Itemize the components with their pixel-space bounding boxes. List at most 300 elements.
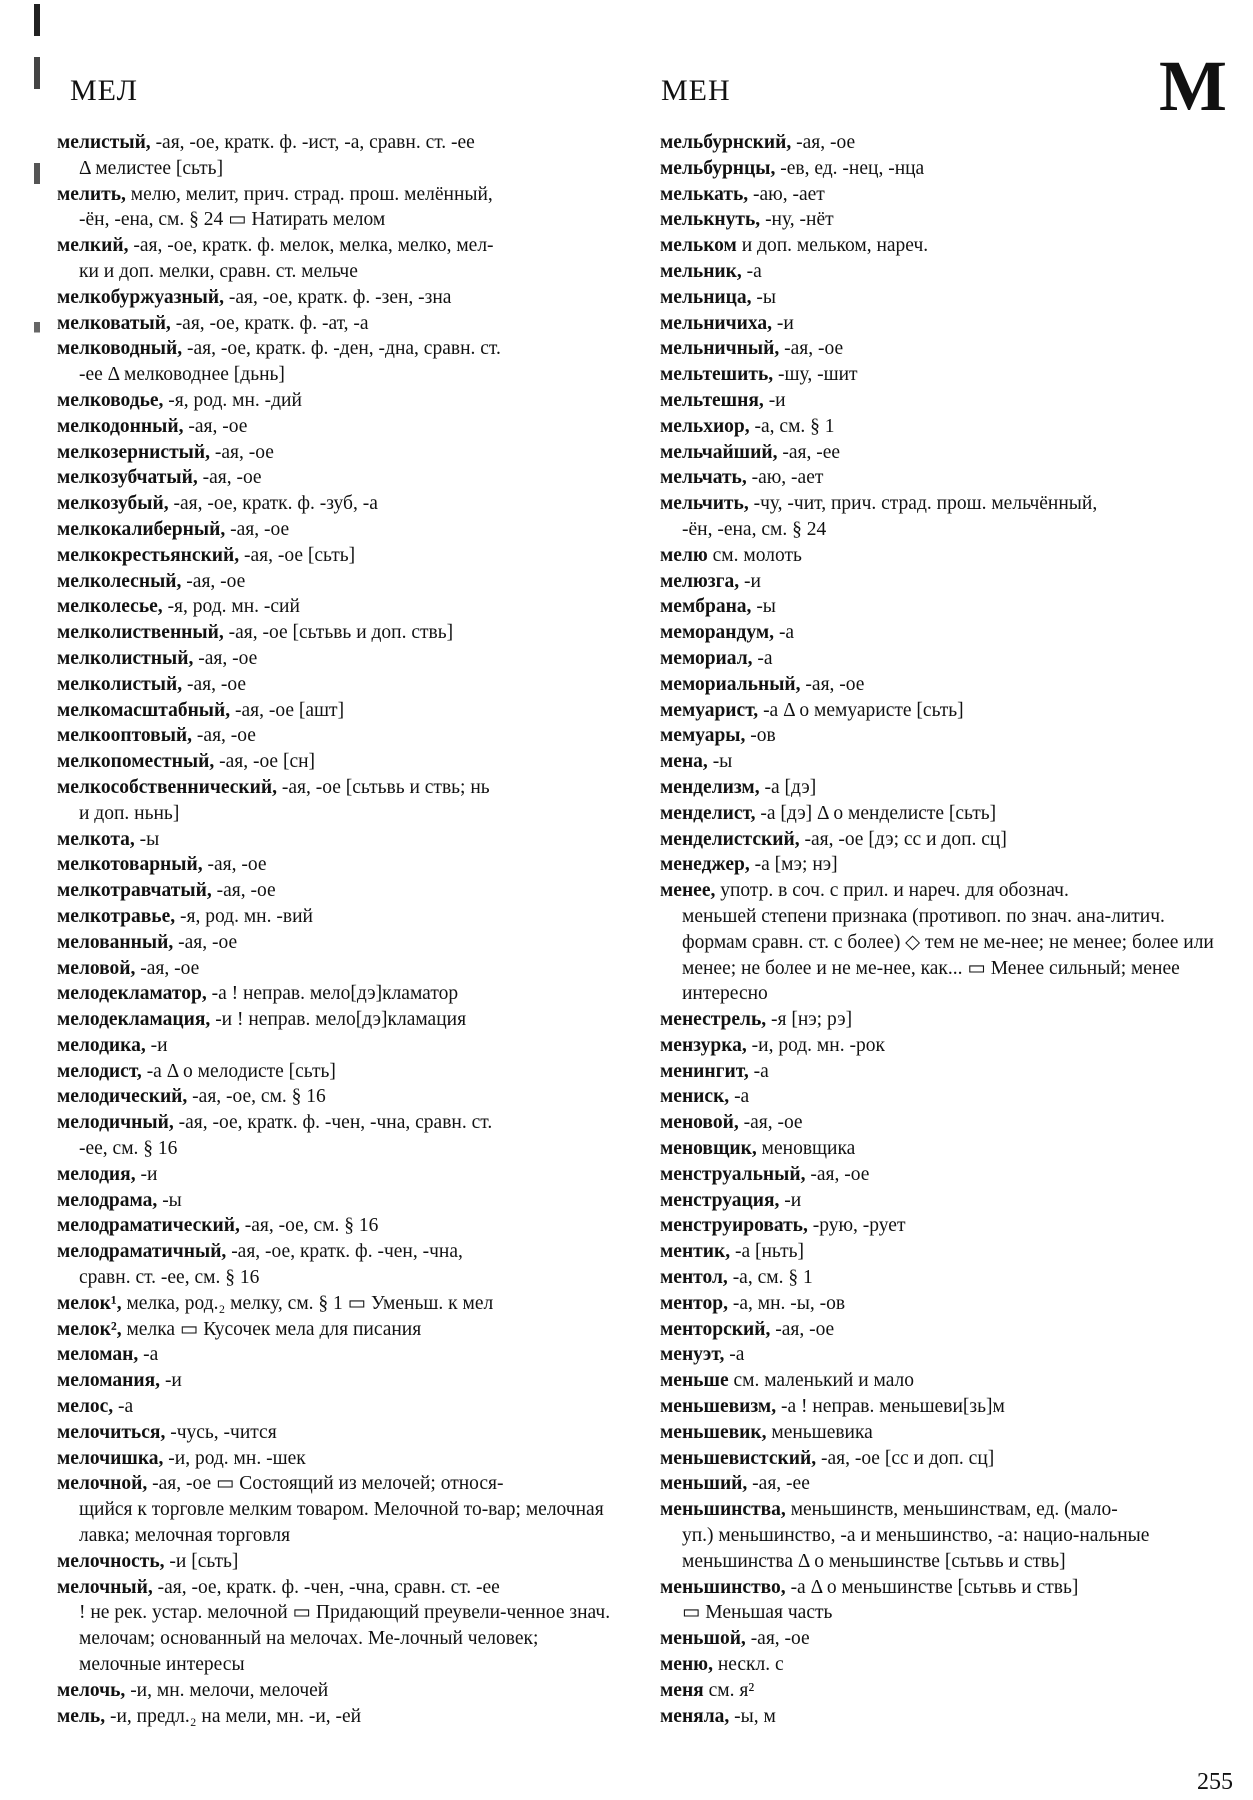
dictionary-entry — [57, 336, 613, 388]
headword: мелить, — [57, 183, 126, 205]
entry-text: -ы — [751, 286, 777, 308]
entry-continuation: Δ мелистее [сьть] — [79, 157, 224, 179]
entry-text: -а Δ о мелодисте [сьть] — [141, 1060, 336, 1082]
entry-text: -ая, -ое, кратк. ф. -зен, -зна — [224, 286, 452, 308]
headword: мелочный, — [57, 1576, 153, 1598]
dictionary-entry — [660, 259, 1232, 285]
dictionary-entry — [660, 1394, 1232, 1420]
entry-text: -и — [160, 1370, 182, 1392]
dictionary-entry — [57, 1704, 613, 1730]
entry-text: употр. в соч. с прил. и нареч. для обознач. — [715, 880, 1069, 902]
entry-continuation: -ён, -ена, см. § 24 — [682, 518, 827, 540]
dictionary-entry — [660, 465, 1232, 491]
headword: меня — [660, 1679, 704, 1701]
headword: мелкозубчатый, — [57, 467, 198, 489]
headword: мельтешить, — [660, 364, 774, 386]
dictionary-entry — [57, 594, 613, 620]
entry-text: -а — [741, 260, 762, 282]
dictionary-entry — [660, 1136, 1232, 1162]
dictionary-entry — [57, 620, 613, 646]
headword: менестрель, — [660, 1009, 767, 1031]
headword: мена, — [660, 751, 708, 773]
dictionary-entry — [660, 1626, 1232, 1652]
entry-text: -ая, -ое, кратк. ф. -ден, -дна, сравн. ст. — [182, 338, 501, 360]
dictionary-entry — [660, 1188, 1232, 1214]
headword: мембрана, — [660, 596, 752, 618]
dictionary-entry — [57, 698, 613, 724]
dictionary-entry — [57, 904, 613, 930]
entry-continuation: ! не рек. устар. мелочной ▭ Придающий преувели-ченное знач. мелочам; основанный на мелочах. Ме-лочный человек; мелочные интересы — [79, 1602, 611, 1676]
entry-text: -и ! неправ. мело[дэ]кламация — [210, 1009, 467, 1031]
headword: меньший, — [660, 1473, 748, 1495]
dictionary-entry — [57, 1678, 613, 1704]
entry-continuation: ▭ Меньшая часть — [682, 1602, 833, 1624]
entry-text: -а, см. § 1 — [727, 1267, 813, 1289]
entry-text: -а Δ о мемуаристе [сьть] — [758, 699, 964, 721]
entry-text: -ая, -ое — [209, 441, 274, 463]
dictionary-entry — [57, 1446, 613, 1472]
entry-text: -а [ньть] — [730, 1241, 804, 1263]
entry-text: -а [дэ] — [759, 776, 817, 798]
headword: мелочишка, — [57, 1447, 164, 1469]
running-head-right: МЕН — [661, 74, 731, 107]
dictionary-entry — [660, 672, 1232, 698]
entry-text: -ов — [745, 725, 776, 747]
headword: мельтешня, — [660, 389, 764, 411]
dictionary-entry — [660, 594, 1232, 620]
dictionary-entry — [57, 285, 613, 311]
headword: мелколистый, — [57, 673, 183, 695]
dictionary-entry — [660, 1239, 1232, 1265]
headword: меньшевизм, — [660, 1396, 777, 1418]
headword: мелковатый, — [57, 312, 171, 334]
entry-text: -я [нэ; рэ] — [766, 1009, 853, 1031]
entry-text: -а — [729, 1086, 750, 1108]
entry-text: -ая, -ее — [747, 1473, 810, 1495]
headword: мелодист, — [57, 1060, 142, 1082]
headword: мелководный, — [57, 338, 183, 360]
dictionary-entry — [660, 1575, 1232, 1627]
entry-text: -ая, -ое — [181, 570, 246, 592]
headword: меломан, — [57, 1344, 139, 1366]
entry-text: -ы — [134, 828, 160, 850]
entry-text: см. маленький и мало — [728, 1370, 915, 1392]
headword: менуэт, — [660, 1344, 725, 1366]
headword: мениск, — [660, 1086, 730, 1108]
headword: менструация, — [660, 1189, 780, 1211]
dictionary-entry — [660, 156, 1232, 182]
dictionary-entry — [57, 1162, 613, 1188]
headword: мемориал, — [660, 647, 753, 669]
dictionary-entry — [660, 182, 1232, 208]
entry-text: -ая, -ое — [779, 338, 844, 360]
headword: мелкокалиберный, — [57, 518, 226, 540]
entry-text: -ая, -ое — [745, 1628, 810, 1650]
entry-text: -ая, -ое, см. § 16 — [239, 1215, 379, 1237]
entry-text: -а — [752, 647, 773, 669]
dictionary-entry — [57, 491, 613, 517]
entry-text: -ая, -ое [дэ; сс и доп. сц] — [799, 828, 1007, 850]
dictionary-entry — [660, 491, 1232, 543]
headword: мелколистный, — [57, 647, 194, 669]
headword: мелкота, — [57, 828, 135, 850]
headword: мелодия, — [57, 1163, 136, 1185]
dictionary-entry — [660, 1497, 1232, 1574]
dictionary-entry — [57, 1317, 613, 1343]
entry-text: меновщика — [756, 1138, 856, 1160]
entry-text: -и — [739, 570, 761, 592]
headword: мельчайший, — [660, 441, 778, 463]
headword: меловой, — [57, 957, 136, 979]
dictionary-entry — [57, 1471, 613, 1548]
headword: мелодраматичный, — [57, 1241, 227, 1263]
dictionary-entry — [57, 440, 613, 466]
entry-text: -ая, -ое ▭ Состоящий из мелочей; относя- — [147, 1473, 504, 1495]
dictionary-entry — [57, 1188, 613, 1214]
entry-text: -и — [135, 1163, 158, 1185]
dictionary-entry — [660, 543, 1232, 569]
entry-text: -ая, -ое — [791, 132, 856, 153]
headword: меньшой, — [660, 1628, 746, 1650]
dictionary-entry — [57, 388, 613, 414]
dictionary-entry — [57, 1033, 613, 1059]
entry-text: -ая, -ое — [182, 673, 246, 695]
headword: меньшевик, — [660, 1421, 767, 1443]
dictionary-entry — [660, 311, 1232, 337]
entry-text: меньшевика — [766, 1421, 873, 1443]
entry-text: -ая, -ое — [805, 1163, 870, 1185]
entry-text: -а [мэ; нэ] — [749, 854, 838, 876]
dictionary-entry — [660, 130, 1232, 156]
scan-edge — [34, 4, 40, 534]
headword: меломания, — [57, 1370, 161, 1392]
headword: менделист, — [660, 802, 756, 824]
headword: менделизм, — [660, 776, 760, 798]
dictionary-entry — [57, 465, 613, 491]
headword: менее, — [660, 880, 716, 902]
entry-text: и доп. мельком, нареч. — [736, 235, 929, 257]
headword: менделистский, — [660, 828, 800, 850]
dictionary-entry — [660, 1007, 1232, 1033]
headword: мелочной, — [57, 1473, 148, 1495]
headword: мелок², — [57, 1318, 122, 1340]
dictionary-entry — [660, 1162, 1232, 1188]
entry-text: мелка, род.₂ мелку, см. § 1 ▭ Уменьш. к мел — [121, 1292, 494, 1314]
dictionary-entry — [57, 878, 613, 904]
entry-text: -ая, -ое, кратк. ф. -ист, -а, сравн. ст. -ее — [150, 132, 475, 153]
dictionary-entry — [660, 388, 1232, 414]
dictionary-entry — [57, 130, 613, 182]
dictionary-entry — [57, 646, 613, 672]
entry-text: -ая, -ое — [135, 957, 200, 979]
entry-text: -ая, -ое [сс и доп. сц] — [816, 1447, 995, 1469]
entry-text: -а ! неправ. мело[дэ]кламатор — [206, 983, 459, 1005]
headword: мелодика, — [57, 1034, 146, 1056]
dictionary-entry — [660, 414, 1232, 440]
entry-continuation: меньшей степени признака (противоп. по знач. ана-литич. формам сравн. ст. с более) ◇ тем не ме-нее; не менее; более или менее; не более и не ме-нее, как... ▭ Менее сильный; менее интересно — [682, 905, 1214, 1005]
entry-text: -ая, -ое — [197, 467, 262, 489]
entry-continuation: сравн. ст. -ее, см. § 16 — [79, 1267, 260, 1289]
headword: мелкодонный, — [57, 415, 184, 437]
headword: мелькнуть, — [660, 209, 761, 231]
dictionary-entry — [660, 1446, 1232, 1472]
headword: мелкотравье, — [57, 905, 176, 927]
dictionary-entry — [57, 311, 613, 337]
entry-text: -ая, -ое, кратк. ф. -чен, -чна, — [226, 1241, 463, 1263]
dictionary-entry — [57, 956, 613, 982]
entry-text: -а, мн. -ы, -ов — [727, 1292, 846, 1314]
dictionary-entry — [660, 1084, 1232, 1110]
dictionary-entry — [57, 852, 613, 878]
headword: мелодекламация, — [57, 1009, 211, 1031]
entry-continuation: щийся к торговле мелким товаром. Мелочной то-вар; мелочная лавка; мелочная торговля — [79, 1499, 604, 1547]
dictionary-entry — [660, 749, 1232, 775]
dictionary-entry — [57, 569, 613, 595]
entry-text: -ая, -ое, кратк. ф. -ат, -а — [170, 312, 369, 334]
entry-text: -а — [724, 1344, 745, 1366]
headword: мельхиор, — [660, 415, 750, 437]
headword: мельник, — [660, 260, 742, 282]
entry-text: -ая, -ое — [211, 880, 276, 902]
headword: мелкозубый, — [57, 493, 169, 515]
dictionary-entry — [660, 1291, 1232, 1317]
entry-text: -шу, -шит — [773, 364, 858, 386]
headword: мелочь, — [57, 1679, 126, 1701]
dictionary-entry — [660, 775, 1232, 801]
headword: мелкомасштабный, — [57, 699, 231, 721]
headword: мемориальный, — [660, 673, 801, 695]
headword: мензурка, — [660, 1034, 747, 1056]
dictionary-entry — [57, 775, 613, 827]
dictionary-entry — [57, 1291, 613, 1317]
headword: мелюзга, — [660, 570, 740, 592]
dictionary-entry — [660, 1317, 1232, 1343]
headword: мелкий, — [57, 235, 129, 257]
dictionary-entry — [660, 620, 1232, 646]
headword: мелованный, — [57, 931, 174, 953]
dictionary-entry — [660, 1033, 1232, 1059]
entry-text: -аю, -ает — [748, 183, 825, 205]
entry-text: -а — [774, 622, 795, 644]
headword: менеджер, — [660, 854, 750, 876]
headword: мелкобуржуазный, — [57, 286, 224, 308]
headword: мелочность, — [57, 1550, 165, 1572]
dictionary-entry — [660, 1652, 1232, 1678]
headword: меньшинства, — [660, 1499, 786, 1521]
entry-text: мелка ▭ Кусочек мела для писания — [121, 1318, 422, 1340]
entry-text: -и, род. мн. -шек — [163, 1447, 306, 1469]
dictionary-entry — [660, 1471, 1232, 1497]
entry-continuation: -ее Δ мелководнее [дьнь] — [79, 364, 285, 386]
entry-text: -а ! неправ. меньшеви[зь]м — [776, 1396, 1005, 1418]
entry-text: -ая, -ое — [183, 415, 248, 437]
dictionary-entry — [57, 1239, 613, 1291]
headword: меняла, — [660, 1705, 730, 1727]
entry-text: -и — [763, 389, 786, 411]
entry-text: -и, предл.₂ на мели, мн. -и, -ей — [105, 1705, 362, 1727]
headword: мелкотоварный, — [57, 854, 203, 876]
entry-text: -ая, -ое [сьтьвь и ствь; нь — [277, 776, 490, 798]
dictionary-entry — [57, 1575, 613, 1678]
entry-text: -ая, -ее — [777, 441, 841, 463]
headword: менингит, — [660, 1060, 749, 1082]
headword: мелодраматический, — [57, 1215, 240, 1237]
headword: мелодекламатор, — [57, 983, 207, 1005]
entry-text: -чу, -чит, прич. страд. прош. мельчённый, — [748, 493, 1098, 515]
headword: мелкопоместный, — [57, 751, 215, 773]
entry-text: -ая, -ое [сьтьвь и доп. ствь] — [223, 622, 454, 644]
entry-text: -ы, м — [729, 1705, 776, 1727]
dictionary-entry — [57, 1342, 613, 1368]
entry-text: см. я² — [703, 1679, 755, 1701]
entry-text: -ая, -ое, кратк. ф. -зуб, -а — [168, 493, 378, 515]
dictionary-entry — [57, 749, 613, 775]
dictionary-entry — [57, 1213, 613, 1239]
dictionary-entry — [660, 336, 1232, 362]
dictionary-entry — [57, 182, 613, 234]
headword: меню, — [660, 1654, 713, 1676]
dictionary-entry — [660, 1368, 1232, 1394]
headword: мелкозернистый, — [57, 441, 210, 463]
dictionary-entry — [660, 1678, 1232, 1704]
headword: меньшевистский, — [660, 1447, 817, 1469]
entry-text: -ая, -ое, см. § 16 — [187, 1086, 326, 1108]
headword: менструальный, — [660, 1163, 806, 1185]
left-column — [57, 130, 613, 1729]
headword: мелодичный, — [57, 1112, 174, 1134]
headword: мемуарист, — [660, 699, 759, 721]
dictionary-entry — [660, 207, 1232, 233]
headword: менторский, — [660, 1318, 771, 1340]
entry-text: -а, см. § 1 — [749, 415, 835, 437]
headword: мельница, — [660, 286, 752, 308]
headword: меморандум, — [660, 622, 775, 644]
entry-text: -и — [145, 1034, 168, 1056]
dictionary-entry — [57, 1368, 613, 1394]
dictionary-entry — [57, 543, 613, 569]
entry-continuation: и доп. ньнь] — [79, 802, 180, 824]
entry-text: -ев, ед. -нец, -нца — [775, 157, 925, 179]
dictionary-entry — [57, 827, 613, 853]
dictionary-entry — [57, 414, 613, 440]
dictionary-entry — [660, 698, 1232, 724]
entry-text: -рую, -рует — [807, 1215, 906, 1237]
dictionary-entry — [57, 981, 613, 1007]
entry-text: -и, мн. мелочи, мелочей — [125, 1679, 329, 1701]
dictionary-entry — [57, 1059, 613, 1085]
right-column — [660, 130, 1232, 1729]
entry-text: -а [дэ] Δ о менделисте [сьть] — [755, 802, 997, 824]
dictionary-entry — [57, 1084, 613, 1110]
entry-text: -ая, -ое — [202, 854, 267, 876]
entry-text: -ая, -ое, кратк. ф. -чен, -чна, сравн. ст. — [173, 1112, 493, 1134]
entry-text: -и, род. мн. -рок — [746, 1034, 885, 1056]
entry-text: -ая, -ое [сн] — [214, 751, 316, 773]
dictionary-entry — [660, 440, 1232, 466]
entry-text: -ая, -ое [сьть] — [239, 544, 356, 566]
headword: мелькать, — [660, 183, 749, 205]
headword: мелю — [660, 544, 708, 566]
headword: мелкособственнический, — [57, 776, 278, 798]
headword: меньшинство, — [660, 1576, 786, 1598]
headword: мемуары, — [660, 725, 746, 747]
section-letter: М — [1159, 46, 1227, 126]
entry-text: -ая, -ое — [192, 725, 256, 747]
dictionary-entry — [660, 1342, 1232, 1368]
entry-text: -ну, -нёт — [760, 209, 834, 231]
entry-continuation: уп.) меньшинство, -а и меньшинство, -а: нацио-нальные меньшинства Δ о меньшинстве [сьтьвь и ствь] — [682, 1525, 1150, 1572]
headword: мельбурнцы, — [660, 157, 776, 179]
dictionary-entry — [57, 233, 613, 285]
dictionary-entry — [660, 1704, 1232, 1730]
entry-text: нескл. с — [712, 1654, 784, 1676]
headword: мелкооптовый, — [57, 725, 193, 747]
entry-text: -я, род. мн. -вий — [175, 905, 313, 927]
headword: мелкотравчатый, — [57, 880, 212, 902]
entry-text: -ы — [751, 596, 776, 618]
headword: мелкокрестьянский, — [57, 544, 240, 566]
entry-text: -и [сьть] — [164, 1550, 239, 1572]
dictionary-entry — [660, 1265, 1232, 1291]
dictionary-entry — [57, 672, 613, 698]
dictionary-entry — [57, 1394, 613, 1420]
entry-text: -ы — [157, 1189, 182, 1211]
headword: меньше — [660, 1370, 729, 1392]
entry-text: -ая, -ое, кратк. ф. мелок, мелка, мелко, мел- — [128, 235, 494, 257]
entry-text: -и — [772, 312, 794, 334]
entry-text: -ая, -ое — [800, 673, 865, 695]
dictionary-entry — [660, 1059, 1232, 1085]
entry-text: -я, род. мн. -сий — [162, 596, 300, 618]
headword: менструировать, — [660, 1215, 808, 1237]
entry-text: -ая, -ое [ашт] — [230, 699, 345, 721]
dictionary-entry — [660, 285, 1232, 311]
dictionary-entry — [660, 233, 1232, 259]
headword: мельчить, — [660, 493, 749, 515]
headword: ментор, — [660, 1292, 728, 1314]
entry-text: -и — [779, 1189, 802, 1211]
dictionary-entry — [660, 646, 1232, 672]
entry-text: -а — [113, 1396, 134, 1418]
headword: мелодический, — [57, 1086, 188, 1108]
entry-text: -ая, -ое — [770, 1318, 835, 1340]
headword: мельчать, — [660, 467, 747, 489]
entry-text: -ая, -ое — [173, 931, 238, 953]
dictionary-entry — [57, 1549, 613, 1575]
headword: мельбурнский, — [660, 132, 792, 153]
dictionary-entry — [57, 1420, 613, 1446]
dictionary-entry — [660, 801, 1232, 827]
entry-continuation: -ён, -ена, см. § 24 ▭ Натирать мелом — [79, 209, 386, 231]
headword: мельничный, — [660, 338, 780, 360]
entry-text: -ы — [707, 751, 733, 773]
dictionary-entry — [660, 1213, 1232, 1239]
entry-continuation: -ее, см. § 16 — [79, 1138, 178, 1160]
dictionary-entry — [660, 1110, 1232, 1136]
dictionary-entry — [57, 517, 613, 543]
entry-continuation: ки и доп. мелки, сравн. ст. мельче — [79, 260, 358, 282]
entry-text: -аю, -ает — [746, 467, 824, 489]
dictionary-entry — [57, 1007, 613, 1033]
entry-text: -ая, -ое — [225, 518, 290, 540]
headword: мелководье, — [57, 389, 164, 411]
dictionary-entry — [660, 1420, 1232, 1446]
entry-text: -а — [138, 1344, 159, 1366]
headword: мелколиственный, — [57, 622, 224, 644]
dictionary-entry — [660, 852, 1232, 878]
page-number: 255 — [1197, 1769, 1233, 1795]
headword: мелос, — [57, 1396, 114, 1418]
